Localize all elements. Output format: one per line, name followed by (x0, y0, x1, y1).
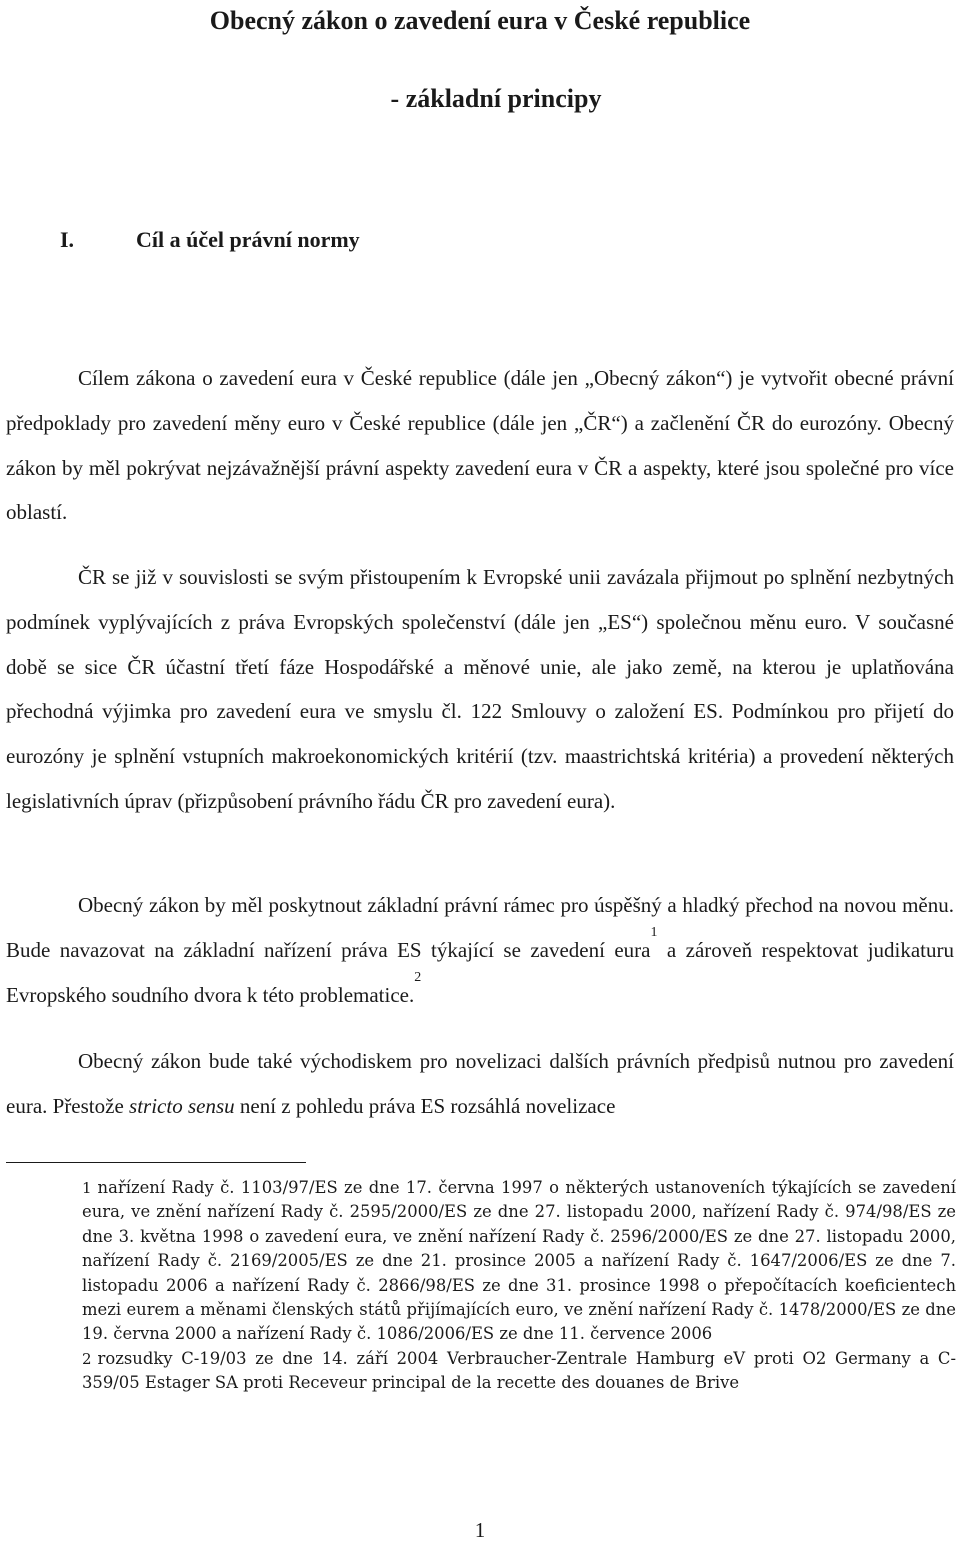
footnotes (82, 1176, 956, 1396)
document-title-line-2: - základní principy (390, 84, 602, 113)
section-heading (60, 226, 360, 254)
footnote-2-mark: 2 (82, 1349, 92, 1368)
footnote-2 (82, 1347, 956, 1396)
footnote-2-text: rozsudky C-19/03 ze dne 14. září 2004 Verbraucher-Zentrale Hamburg eV proti O2 Germany a C-359/05 Estager SA proti Receveur principal de la recette des douanes de Brive (82, 1348, 956, 1393)
document-title-line-1: Obecný zákon o zavedení eura v České republice (209, 6, 751, 35)
footnote-separator (6, 1162, 306, 1163)
paragraph-4-italic: stricto sensu (129, 1093, 235, 1118)
footnote-ref-2[interactable]: 2 (414, 969, 422, 985)
paragraph-1: Cílem zákona o zavedení eura v České republice (dále jen „Obecný zákon“) je vytvořit obecné právní předpoklady pro zavedení měny euro v České republice (dále jen „ČR“) a začlenění ČR do eurozóny. Obecný zákon by měl pokrývat nejzávažnější právní aspekty zavedení eura v ČR a aspekty, které jsou společné pro více oblastí. (6, 366, 954, 525)
paragraph-3 (6, 883, 954, 1017)
footnote-ref-1[interactable]: 1 (650, 924, 658, 940)
paragraph-3-text-a: Obecný zákon by měl poskytnout základní právní rámec pro úspěšný a hladký přechod na novou měnu. Bude navazovat na základní nařízení práva ES týkající se zavedení eura (6, 893, 954, 962)
footnote-1-text: nařízení Rady č. 1103/97/ES ze dne 17. června 1997 o některých ustanoveních týkajících se zavedení eura, ve znění nařízení Rady č. 2595/2000/ES ze dne 27. listopadu 2000, nařízení Rady č. 974/98/ES ze dne 3. května 1998 o zavedení eura, ve znění nařízení Rady č. 2596/2000/ES ze dne 27. listopadu 2000, nařízení Rady č. 2169/2005/ES ze dne 21. prosince 2005 a nařízení Rady č. 1647/2006/ES ze dne 7. listopadu 2006 a nařízení Rady č. 2866/98/ES ze dne 31. prosince 1998 o přepočítacích koeficientech mezi eurem a měnami členských států přijímajících euro, ve znění nařízení Rady č. 1478/2000/ES ze dne 19. června 2000 a nařízení Rady č. 1086/2006/ES ze dne 11. července 2006 (82, 1178, 956, 1344)
page-number: 1 (474, 1518, 486, 1542)
paragraph-2: ČR se již v souvislosti se svým přistoupením k Evropské unii zavázala přijmout po splnění nezbytných podmínek vyplývajících z práva Evropských společenství (dále jen „ES“) společnou měnu euro. V současné době se sice ČR účastní třetí fáze Hospodářské a měnové unie, ale jako země, na kterou je uplatňována přechodná výjimka pro zavedení eura ve smyslu čl. 122 Smlouvy o založení ES. Podmínkou pro přijetí do eurozóny je splnění vstupních makroekonomických kritérií (tzv. maastrichtská kritéria) a provedení některých legislativních úprav (přizpůsobení právního řádu ČR pro zavedení eura). (6, 565, 954, 813)
section-heading-text: Cíl a účel právní normy (136, 227, 360, 252)
paragraph-3-text-b: a zároveň respektovat judikaturu Evropského soudního dvora k této problematice. (6, 937, 955, 1007)
section-number: I. (60, 227, 75, 252)
paragraph-4-text-b: není z pohledu práva ES rozsáhlá novelizace (234, 1093, 616, 1118)
paragraph-4-text-a: Obecný zákon bude také východiskem pro novelizaci dalších právních předpisů nutnou pro zavedení eura. Přestože (6, 1049, 954, 1118)
footnote-1-mark: 1 (82, 1179, 92, 1197)
footnote-1 (82, 1176, 956, 1347)
paragraph-4 (6, 1039, 954, 1129)
